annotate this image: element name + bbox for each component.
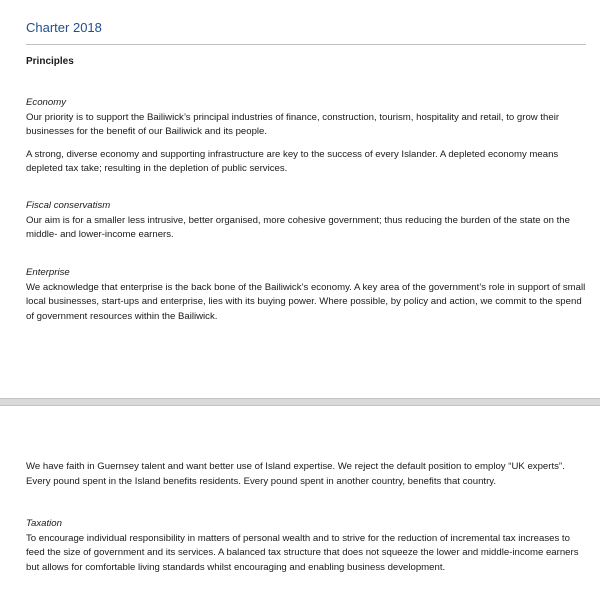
economy-paragraph-1: Our priority is to support the Bailiwick’s principal industries of finance, construction, tourism, hospitality and retail, to grow their businesses for the benefit of our Bailiwick and its people. xyxy=(26,111,560,137)
enterprise-paragraph-2: We have faith in Guernsey talent and want better use of Island expertise. We reject the default position to employ “UK experts”. Every pound spent in the Island benefits residents. Every pound spent in another country, benefits that country. xyxy=(26,461,565,487)
section-enterprise-continued xyxy=(26,460,586,489)
enterprise-heading: Enterprise xyxy=(26,267,70,278)
enterprise-paragraph-1: We acknowledge that enterprise is the back bone of the Bailiwick’s economy. A key area of the government’s role in support of small local businesses, start-ups and enterprise, lies with its buying power. Where possible, by policy and action, we commit to the spend of government resources within the Bailiwick. xyxy=(26,281,586,322)
fiscal-paragraph-1: Our aim is for a smaller less intrusive, better organised, more cohesive government; thus reducing the burden of the state on the middle- and lower-income earners. xyxy=(26,214,570,240)
section-fiscal-conservatism xyxy=(26,199,586,243)
economy-heading: Economy xyxy=(26,97,66,108)
document-page-2 xyxy=(0,406,600,604)
header-divider xyxy=(26,44,586,45)
page-title: Charter 2018 xyxy=(26,20,102,35)
page-break xyxy=(0,398,600,406)
section-taxation xyxy=(26,517,586,575)
economy-paragraph-2: A strong, diverse economy and supporting infrastructure are key to the success of every Islander. A depleted economy means depleted tax take; resulting in the depletion of public services. xyxy=(26,148,559,174)
section-enterprise xyxy=(26,266,586,324)
principles-heading: Principles xyxy=(26,56,74,67)
fiscal-heading: Fiscal conservatism xyxy=(26,200,111,211)
taxation-heading: Taxation xyxy=(26,518,62,529)
section-economy xyxy=(26,96,586,177)
taxation-paragraph-1: To encourage individual responsibility in matters of personal wealth and to strive for the reduction of incremental tax increases to feed the size of government and its services. A balanced tax structure that does not squeeze the lower and middle-income earners but allows for comfortable living standards whilst encouraging and enabling business development. xyxy=(26,532,579,573)
